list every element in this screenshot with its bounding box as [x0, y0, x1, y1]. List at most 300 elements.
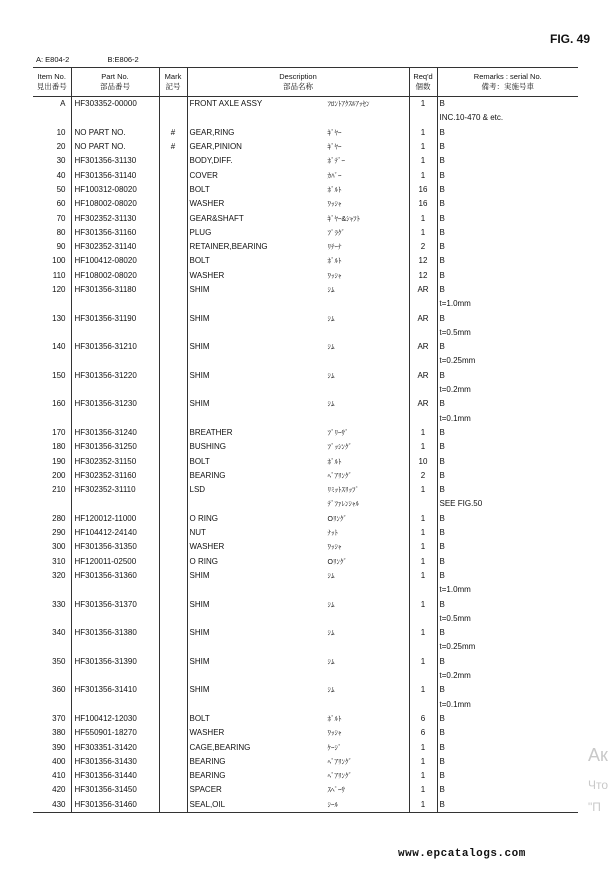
cell-description — [187, 798, 409, 813]
cell-quantity: 1 — [409, 540, 437, 554]
cell-mark — [159, 597, 187, 611]
cell-remarks: B — [439, 456, 445, 466]
cell-quantity: 2 — [409, 240, 437, 254]
cell-mark — [159, 640, 187, 654]
cell-item-no: 180 — [33, 440, 71, 454]
cell-part-no: HF303352-00000 — [71, 97, 159, 112]
description-jp: ﾎﾞﾃﾞｰ — [327, 158, 345, 166]
cell-description — [187, 469, 409, 483]
cell-part-no: HF301356-31220 — [71, 369, 159, 383]
cell-item-no: 340 — [33, 626, 71, 640]
cell-mark — [159, 254, 187, 268]
cell-mark — [159, 712, 187, 726]
cell-quantity: 1 — [409, 740, 437, 754]
description-en: BEARING — [189, 756, 226, 766]
cell-description — [187, 354, 409, 368]
cell-description — [187, 326, 409, 340]
cell-part-no: HF301356-31430 — [71, 755, 159, 769]
cell-remarks: t=0.1mm — [439, 413, 471, 423]
description-en: FRONT AXLE ASSY — [189, 99, 263, 109]
cell-mark — [159, 340, 187, 354]
table-continuation-row — [33, 297, 578, 311]
cell-part-no: NO PART NO. — [71, 140, 159, 154]
cell-quantity — [409, 497, 437, 511]
description-en: SPACER — [189, 785, 222, 795]
cell-part-no — [71, 669, 159, 683]
cell-quantity — [409, 326, 437, 340]
cell-item-no: 400 — [33, 755, 71, 769]
table-row — [33, 469, 578, 483]
cell-mark — [159, 111, 187, 125]
table-continuation-row — [33, 697, 578, 711]
cell-quantity — [409, 111, 437, 125]
cell-description — [187, 111, 409, 125]
description-en: BOLT — [189, 184, 210, 194]
description-jp: Oﾘﾝｸﾞ — [327, 558, 347, 566]
cell-mark: # — [159, 140, 187, 154]
cell-remarks: B — [439, 742, 445, 752]
cell-part-no: HF301356-31140 — [71, 168, 159, 182]
cell-remarks: B — [439, 542, 445, 552]
table-row — [33, 569, 578, 583]
description-en: O RING — [189, 513, 218, 523]
cell-part-no: HF302352-31160 — [71, 469, 159, 483]
cell-item-no: 150 — [33, 369, 71, 383]
cell-remarks: B — [439, 599, 445, 609]
cell-mark — [159, 526, 187, 540]
description-en: BEARING — [189, 771, 226, 781]
cell-quantity — [409, 354, 437, 368]
cell-mark — [159, 226, 187, 240]
cell-remarks: t=1.0mm — [439, 299, 471, 309]
cell-description — [187, 783, 409, 797]
table-row — [33, 397, 578, 411]
cell-quantity: 1 — [409, 555, 437, 569]
cell-remarks: B — [439, 199, 445, 209]
table-row — [33, 755, 578, 769]
description-jp: ﾘﾐｯﾄｽﾘｯﾌﾟ — [327, 487, 359, 495]
cell-item-no: 140 — [33, 340, 71, 354]
cell-mark — [159, 154, 187, 168]
cell-item-no: 360 — [33, 683, 71, 697]
cell-item-no: 60 — [33, 197, 71, 211]
cell-mark — [159, 726, 187, 740]
table-row — [33, 454, 578, 468]
table-row — [33, 168, 578, 182]
cell-description — [187, 612, 409, 626]
description-en: GEAR,PINION — [189, 142, 242, 152]
model-code-b: B:E806-2 — [107, 55, 139, 64]
cell-remarks: B — [439, 528, 445, 538]
description-en: BREATHER — [189, 427, 233, 437]
table-row — [33, 540, 578, 554]
cell-part-no — [71, 297, 159, 311]
cell-description — [187, 526, 409, 540]
description-en: SHIM — [189, 399, 210, 409]
cell-mark — [159, 512, 187, 526]
cell-mark — [159, 798, 187, 813]
description-jp: ﾘﾃｰﾅ — [327, 244, 342, 252]
description-jp: ｷﾞﾔｰ — [327, 129, 342, 137]
cell-part-no: HF301356-31380 — [71, 626, 159, 640]
cell-remarks: INC.10-470 & etc. — [439, 113, 504, 123]
cell-part-no — [71, 583, 159, 597]
description-jp: ｷﾞﾔｰ — [327, 144, 342, 152]
cell-item-no: 280 — [33, 512, 71, 526]
cell-description — [187, 126, 409, 140]
description-en: SHIM — [189, 599, 210, 609]
cell-remarks: t=0.2mm — [439, 385, 471, 395]
description-jp: ﾎﾞﾙﾄ — [327, 258, 342, 266]
cell-description — [187, 397, 409, 411]
cell-part-no: HF301356-31180 — [71, 283, 159, 297]
cell-remarks: B — [439, 427, 445, 437]
cell-mark — [159, 183, 187, 197]
table-row — [33, 726, 578, 740]
cell-item-no: 380 — [33, 726, 71, 740]
cell-description — [187, 540, 409, 554]
description-jp: ｹｰｼﾞ — [327, 744, 342, 752]
cell-quantity: AR — [409, 311, 437, 325]
cell-description — [187, 340, 409, 354]
ghost-text-2: Что — [588, 778, 609, 792]
cell-description — [187, 383, 409, 397]
description-jp: ﾌﾞｯｼﾝｸﾞ — [327, 444, 352, 452]
cell-item-no: 370 — [33, 712, 71, 726]
cell-remarks: B — [439, 513, 445, 523]
cell-part-no: HF108002-08020 — [71, 197, 159, 211]
cell-quantity: 1 — [409, 483, 437, 497]
cell-mark — [159, 783, 187, 797]
cell-remarks: t=0.5mm — [439, 327, 471, 337]
cell-mark — [159, 669, 187, 683]
table-continuation-row — [33, 354, 578, 368]
table-row — [33, 126, 578, 140]
description-jp: ﾌﾞﾘｰｻﾞ — [327, 429, 349, 437]
cell-mark — [159, 197, 187, 211]
cell-mark — [159, 297, 187, 311]
description-jp: ﾎﾞﾙﾄ — [327, 186, 342, 194]
cell-part-no: HF301356-31230 — [71, 397, 159, 411]
description-jp: ﾌﾛﾝﾄｱｸｽﾙｱｯｾﾝ — [327, 101, 370, 109]
description-jp: ﾎﾞﾙﾄ — [327, 458, 342, 466]
description-jp: ｽﾍﾟｰｻ — [327, 787, 345, 795]
table-continuation-row — [33, 497, 578, 511]
description-en: GEAR&SHAFT — [189, 213, 244, 223]
cell-part-no: HF301356-31370 — [71, 597, 159, 611]
cell-quantity: 1 — [409, 126, 437, 140]
cell-mark — [159, 483, 187, 497]
header-part: Part No. 部品番号 — [71, 68, 159, 97]
cell-remarks: B — [439, 142, 445, 152]
cell-part-no — [71, 383, 159, 397]
cell-description — [187, 226, 409, 240]
cell-item-no: 110 — [33, 269, 71, 283]
cell-item-no: 290 — [33, 526, 71, 540]
cell-remarks: B — [439, 270, 445, 280]
cell-remarks: B — [439, 756, 445, 766]
table-row — [33, 283, 578, 297]
cell-item-no: 100 — [33, 254, 71, 268]
description-jp: ﾜｯｼｬ — [327, 730, 342, 738]
description-en: WASHER — [189, 199, 225, 209]
cell-description — [187, 440, 409, 454]
description-en: PLUG — [189, 227, 212, 237]
description-en: SHIM — [189, 370, 210, 380]
description-jp: ｼﾑ — [327, 344, 335, 352]
cell-quantity: 1 — [409, 783, 437, 797]
cell-remarks: t=1.0mm — [439, 585, 471, 595]
description-en: WASHER — [189, 728, 225, 738]
cell-description — [187, 168, 409, 182]
cell-quantity: AR — [409, 369, 437, 383]
cell-part-no: HF108002-08020 — [71, 269, 159, 283]
cell-quantity — [409, 412, 437, 426]
cell-part-no — [71, 326, 159, 340]
cell-quantity: 1 — [409, 683, 437, 697]
cell-mark — [159, 426, 187, 440]
cell-description — [187, 211, 409, 225]
cell-quantity: 1 — [409, 626, 437, 640]
cell-item-no: 310 — [33, 555, 71, 569]
cell-part-no: HF301356-31460 — [71, 798, 159, 813]
cell-part-no: HF301356-31440 — [71, 769, 159, 783]
table-row — [33, 311, 578, 325]
cell-item-no: 10 — [33, 126, 71, 140]
table-row — [33, 140, 578, 154]
cell-part-no: HF302352-31150 — [71, 454, 159, 468]
cell-remarks: B — [439, 442, 445, 452]
cell-item-no: 210 — [33, 483, 71, 497]
cell-mark — [159, 540, 187, 554]
cell-item-no: 320 — [33, 569, 71, 583]
cell-description — [187, 254, 409, 268]
cell-description — [187, 297, 409, 311]
cell-item-no — [33, 497, 71, 511]
cell-description — [187, 740, 409, 754]
cell-description — [187, 583, 409, 597]
description-jp: ﾜｯｼｬ — [327, 201, 342, 209]
description-en: WASHER — [189, 270, 225, 280]
figure-number: FIG. 49 — [549, 32, 590, 46]
cell-part-no: HF301356-31410 — [71, 683, 159, 697]
cell-description — [187, 769, 409, 783]
description-en: SHIM — [189, 570, 210, 580]
cell-quantity: 10 — [409, 454, 437, 468]
cell-description — [187, 240, 409, 254]
cell-mark — [159, 555, 187, 569]
cell-part-no: HF301356-31240 — [71, 426, 159, 440]
cell-part-no: HF302352-31110 — [71, 483, 159, 497]
header-quantity: Req'd 個数 — [409, 68, 437, 97]
cell-mark — [159, 440, 187, 454]
cell-description — [187, 311, 409, 325]
cell-part-no: HF120012-11000 — [71, 512, 159, 526]
cell-remarks: B — [439, 685, 445, 695]
cell-description — [187, 412, 409, 426]
table-continuation-row — [33, 412, 578, 426]
header-item: Item No. 見出番号 — [33, 68, 71, 97]
cell-quantity: 1 — [409, 655, 437, 669]
description-en: SHIM — [189, 285, 210, 294]
table-row — [33, 526, 578, 540]
cell-item-no: 430 — [33, 798, 71, 813]
description-en: COVER — [189, 170, 218, 180]
cell-item-no: 350 — [33, 655, 71, 669]
cell-item-no: 410 — [33, 769, 71, 783]
cell-remarks: B — [439, 127, 445, 137]
cell-remarks: B — [439, 485, 445, 495]
table-continuation-row — [33, 111, 578, 125]
cell-quantity: 1 — [409, 140, 437, 154]
cell-item-no: 30 — [33, 154, 71, 168]
description-en: BEARING — [189, 470, 226, 480]
cell-quantity: 1 — [409, 526, 437, 540]
cell-quantity — [409, 640, 437, 654]
cell-quantity: AR — [409, 283, 437, 297]
cell-description — [187, 669, 409, 683]
cell-remarks: B — [439, 256, 445, 266]
table-continuation-row — [33, 326, 578, 340]
cell-item-no: 390 — [33, 740, 71, 754]
cell-quantity: 1 — [409, 226, 437, 240]
cell-item-no: 80 — [33, 226, 71, 240]
cell-mark — [159, 769, 187, 783]
table-row — [33, 211, 578, 225]
ghost-text-1: Ак — [588, 745, 608, 765]
header-description: Description 部品名称 — [187, 68, 409, 97]
cell-part-no: HF120011-02500 — [71, 555, 159, 569]
cell-description — [187, 140, 409, 154]
cell-remarks: t=0.5mm — [439, 613, 471, 623]
description-en: RETAINER,BEARING — [189, 242, 268, 252]
description-jp: ｼﾑ — [327, 572, 335, 580]
cell-remarks: B — [439, 556, 445, 566]
description-jp: ｼﾑ — [327, 601, 335, 609]
description-en: BUSHING — [189, 442, 226, 452]
description-en: GEAR,RING — [189, 127, 235, 137]
cell-description — [187, 283, 409, 297]
cell-description — [187, 640, 409, 654]
description-en: SHIM — [189, 656, 210, 666]
description-jp: ﾍﾞｱﾘﾝｸﾞ — [327, 773, 352, 781]
cell-description — [187, 97, 409, 112]
cell-description — [187, 726, 409, 740]
cell-remarks: B — [439, 771, 445, 781]
cell-quantity: 1 — [409, 512, 437, 526]
cell-item-no: 120 — [33, 283, 71, 297]
table-row — [33, 655, 578, 669]
cell-part-no: HF301356-31350 — [71, 540, 159, 554]
description-jp: ﾅｯﾄ — [327, 530, 338, 538]
cell-part-no: NO PART NO. — [71, 126, 159, 140]
table-row — [33, 769, 578, 783]
cell-remarks: B — [439, 170, 445, 180]
cell-mark — [159, 326, 187, 340]
cell-remarks: B — [439, 242, 445, 252]
description-jp: ﾜｯｼｬ — [327, 544, 342, 552]
cell-part-no: HF301356-31390 — [71, 655, 159, 669]
cell-mark — [159, 697, 187, 711]
cell-remarks: B — [439, 227, 445, 237]
table-row — [33, 183, 578, 197]
cell-remarks: t=0.2mm — [439, 671, 471, 681]
description-jp: ｼﾑ — [327, 372, 335, 380]
cell-part-no — [71, 697, 159, 711]
cell-item-no: 50 — [33, 183, 71, 197]
cell-description — [187, 597, 409, 611]
cell-item-no: 190 — [33, 454, 71, 468]
cell-description — [187, 712, 409, 726]
cell-remarks: B — [439, 470, 445, 480]
cell-part-no — [71, 111, 159, 125]
table-row — [33, 369, 578, 383]
cell-item-no — [33, 612, 71, 626]
description-jp: ｼﾑ — [327, 401, 335, 409]
cell-quantity: 1 — [409, 798, 437, 813]
cell-mark — [159, 740, 187, 754]
cell-quantity: 12 — [409, 269, 437, 283]
cell-quantity: AR — [409, 340, 437, 354]
cell-mark — [159, 626, 187, 640]
description-jp: ｼﾑ — [327, 315, 335, 323]
cell-part-no: HF303351-31420 — [71, 740, 159, 754]
model-code-a: A: E804-2 — [36, 55, 70, 64]
table-row — [33, 226, 578, 240]
description-jp: ﾃﾞﾌｧﾚﾝｼｬﾙ — [327, 501, 359, 509]
cell-mark — [159, 412, 187, 426]
cell-item-no — [33, 354, 71, 368]
table-row — [33, 597, 578, 611]
table-row — [33, 626, 578, 640]
cell-quantity: 16 — [409, 183, 437, 197]
cell-quantity — [409, 383, 437, 397]
cell-remarks: SEE FIG.50 — [439, 499, 483, 509]
header-remarks: Remarks : serial No. 備考：実施号車 — [437, 68, 578, 97]
cell-item-no: A — [33, 97, 71, 112]
description-en: SHIM — [189, 342, 210, 352]
cell-quantity: 1 — [409, 755, 437, 769]
cell-quantity: 12 — [409, 254, 437, 268]
table-row — [33, 512, 578, 526]
description-jp: ｼﾑ — [327, 630, 335, 638]
cell-description — [187, 626, 409, 640]
cell-quantity — [409, 669, 437, 683]
description-en: NUT — [189, 528, 206, 538]
cell-quantity — [409, 297, 437, 311]
cell-item-no: 200 — [33, 469, 71, 483]
cell-mark — [159, 454, 187, 468]
cell-item-no: 40 — [33, 168, 71, 182]
table-continuation-row — [33, 640, 578, 654]
description-jp: Oﾘﾝｸﾞ — [327, 515, 347, 523]
cell-part-no — [71, 612, 159, 626]
model-codes — [36, 55, 175, 64]
cell-item-no — [33, 297, 71, 311]
cell-description — [187, 197, 409, 211]
cell-remarks: B — [439, 213, 445, 223]
description-en: SHIM — [189, 628, 210, 638]
cell-description — [187, 426, 409, 440]
table-header — [33, 68, 578, 97]
cell-part-no: HF301356-31190 — [71, 311, 159, 325]
cell-item-no — [33, 412, 71, 426]
cell-remarks: B — [437, 798, 578, 813]
cell-item-no — [33, 326, 71, 340]
cell-item-no — [33, 383, 71, 397]
cell-mark — [159, 354, 187, 368]
cell-remarks: B — [439, 399, 445, 409]
